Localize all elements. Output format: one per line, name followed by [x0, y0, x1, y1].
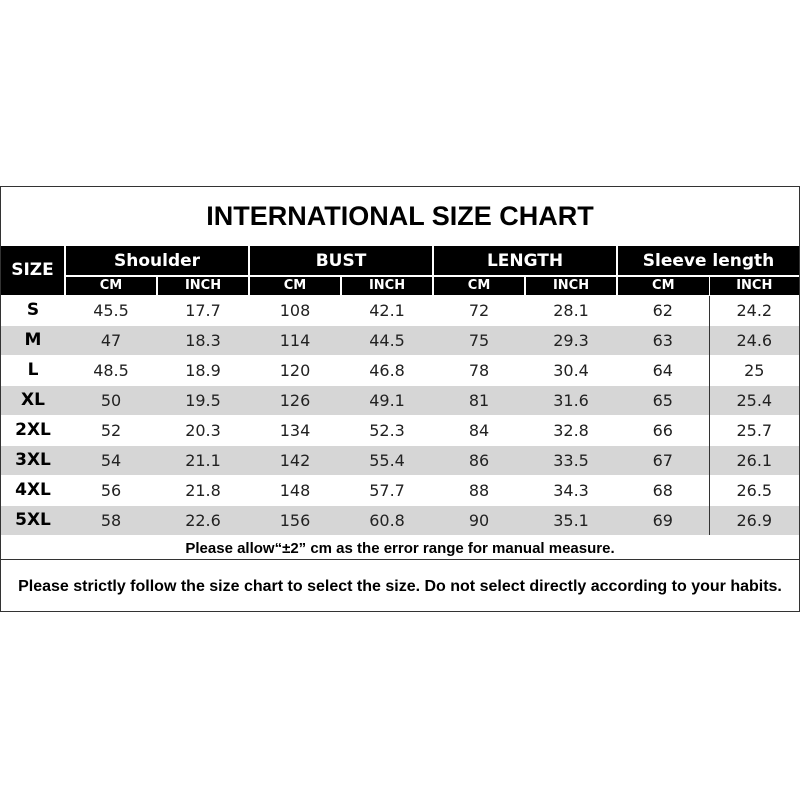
measurement-cell: 21.8	[157, 475, 249, 505]
table-row	[1, 475, 799, 505]
measurement-cell: 58	[65, 505, 157, 535]
chart-title: INTERNATIONAL SIZE CHART	[206, 201, 594, 231]
measurement-cell: 17.7	[157, 295, 249, 325]
size-label: L	[1, 355, 65, 385]
measurement-cell: 48.5	[65, 355, 157, 385]
size-label: 3XL	[1, 445, 65, 475]
unit-header: CM	[65, 276, 157, 295]
measurement-cell: 120	[249, 355, 341, 385]
group-header-sleeve-length: Sleeve length	[617, 246, 799, 276]
unit-header: CM	[433, 276, 525, 295]
measurement-cell: 69	[617, 505, 709, 535]
measurement-cell: 29.3	[525, 325, 617, 355]
unit-header: CM	[617, 276, 709, 295]
measurement-cell: 134	[249, 415, 341, 445]
measurement-cell: 75	[433, 325, 525, 355]
measurement-cell: 68	[617, 475, 709, 505]
unit-header: CM	[249, 276, 341, 295]
measurement-cell: 56	[65, 475, 157, 505]
group-header-bust: BUST	[249, 246, 433, 276]
table-row	[1, 445, 799, 475]
size-label: M	[1, 325, 65, 355]
measurement-cell: 49.1	[341, 385, 433, 415]
unit-header: INCH	[709, 276, 799, 295]
measurement-cell: 33.5	[525, 445, 617, 475]
measurement-cell: 35.1	[525, 505, 617, 535]
group-header-shoulder: Shoulder	[65, 246, 249, 276]
unit-header-row	[1, 276, 799, 295]
measurement-cell: 22.6	[157, 505, 249, 535]
measurement-cell: 90	[433, 505, 525, 535]
measurement-cell: 19.5	[157, 385, 249, 415]
group-header-row	[1, 246, 799, 276]
measurement-cell: 32.8	[525, 415, 617, 445]
measurement-cell: 20.3	[157, 415, 249, 445]
measurement-cell: 44.5	[341, 325, 433, 355]
measurement-cell: 67	[617, 445, 709, 475]
measurement-cell: 78	[433, 355, 525, 385]
measurement-cell: 55.4	[341, 445, 433, 475]
measurement-cell: 65	[617, 385, 709, 415]
measurement-cell: 18.9	[157, 355, 249, 385]
size-column-header: SIZE	[1, 246, 65, 295]
unit-header: INCH	[525, 276, 617, 295]
measurement-cell: 88	[433, 475, 525, 505]
selection-advice: Please strictly follow the size chart to select the size. Do not select directly according to your habits.	[18, 577, 782, 595]
measurement-cell: 18.3	[157, 325, 249, 355]
measurement-cell: 72	[433, 295, 525, 325]
measurement-cell: 81	[433, 385, 525, 415]
group-header-length: LENGTH	[433, 246, 617, 276]
table-row	[1, 385, 799, 415]
measurement-cell: 50	[65, 385, 157, 415]
measurement-cell: 25	[709, 355, 799, 385]
measurement-cell: 52	[65, 415, 157, 445]
measurement-cell: 62	[617, 295, 709, 325]
table-row	[1, 325, 799, 355]
measurement-cell: 26.5	[709, 475, 799, 505]
measurement-cell: 142	[249, 445, 341, 475]
table-row	[1, 355, 799, 385]
measurement-cell: 156	[249, 505, 341, 535]
measurement-cell: 45.5	[65, 295, 157, 325]
measurement-cell: 60.8	[341, 505, 433, 535]
table-row	[1, 505, 799, 535]
measurement-cell: 24.2	[709, 295, 799, 325]
measurement-note: Please allow“±2” cm as the error range for manual measure.	[1, 538, 799, 560]
measurement-cell: 47	[65, 325, 157, 355]
measurement-cell: 26.9	[709, 505, 799, 535]
measurement-cell: 84	[433, 415, 525, 445]
unit-header: INCH	[157, 276, 249, 295]
table-row	[1, 295, 799, 325]
measurement-cell: 108	[249, 295, 341, 325]
measurement-cell: 24.6	[709, 325, 799, 355]
size-label: XL	[1, 385, 65, 415]
measurement-cell: 126	[249, 385, 341, 415]
measurement-cell: 114	[249, 325, 341, 355]
measurement-cell: 63	[617, 325, 709, 355]
size-label: 5XL	[1, 505, 65, 535]
size-chart	[0, 186, 800, 612]
measurement-cell: 25.4	[709, 385, 799, 415]
measurement-cell: 26.1	[709, 445, 799, 475]
measurement-cell: 86	[433, 445, 525, 475]
measurement-cell: 66	[617, 415, 709, 445]
measurement-cell: 52.3	[341, 415, 433, 445]
measurement-cell: 64	[617, 355, 709, 385]
measurement-cell: 25.7	[709, 415, 799, 445]
measurement-cell: 46.8	[341, 355, 433, 385]
table-row	[1, 415, 799, 445]
measurement-cell: 42.1	[341, 295, 433, 325]
measurement-cell: 148	[249, 475, 341, 505]
size-label: S	[1, 295, 65, 325]
measurement-cell: 28.1	[525, 295, 617, 325]
unit-header: INCH	[341, 276, 433, 295]
measurement-cell: 54	[65, 445, 157, 475]
measurement-cell: 31.6	[525, 385, 617, 415]
measurement-cell: 21.1	[157, 445, 249, 475]
size-label: 4XL	[1, 475, 65, 505]
measurement-cell: 30.4	[525, 355, 617, 385]
size-rows	[1, 295, 799, 535]
size-table	[1, 246, 799, 535]
measurement-cell: 34.3	[525, 475, 617, 505]
size-label: 2XL	[1, 415, 65, 445]
measurement-cell: 57.7	[341, 475, 433, 505]
